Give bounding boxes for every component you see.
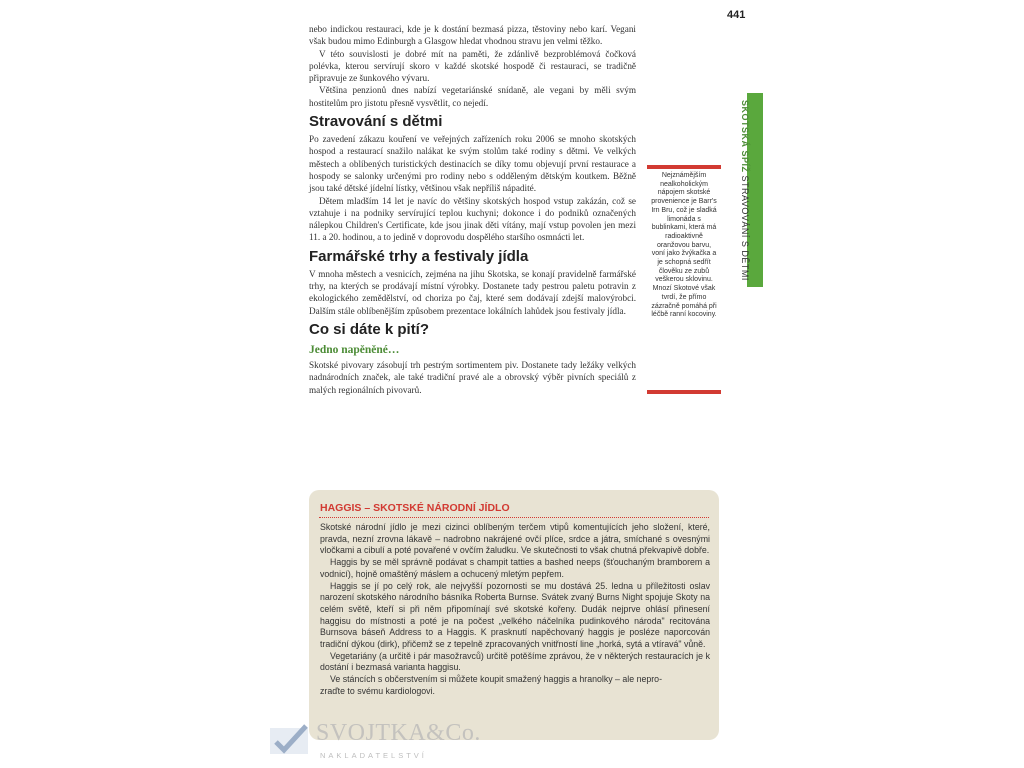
- feature-paragraph: Vegetariány (a určitě i pár masožravců) určitě potěšíme zprávou, že v některých restauracích je k dostání i bezmasá varianta haggisu.: [320, 650, 710, 673]
- beer-paragraph: Skotské pivovary zásobují trh pestrým sortimentem piv. Dostanete tady ležáky velkých nadnárodních značek, ale také tradiční pravé ale a obrovský výběr pivních speciálů z malých regionálních pivovarů.: [309, 359, 636, 395]
- chapter-label: [736, 100, 750, 305]
- intro-paragraph: nebo indickou restauraci, kde je k dostání bezmasá pizza, těstoviny nebo karí. Vegani však budou mimo Edinburgh a Glasgow hledat vhodnou stravu jen velmi těžko.: [309, 24, 636, 47]
- heading-children: Stravování s dětmi: [309, 113, 443, 131]
- heading-markets: Farmářské trhy a festivaly jídla: [309, 247, 529, 265]
- feature-paragraph-cont: zraďte to svému kardiologovi.: [320, 685, 435, 696]
- intro-paragraph: Většina penzionů dnes nabízí vegetariánské snídaně, ale vegani by měli svým hostitelům pro jistotu přesně vysvětlit, co nejedí.: [309, 85, 636, 108]
- intro-paragraph: V této souvislosti je dobré mít na paměti, že zdánlivě bezproblémová čočková polévka, kterou servírují skoro v každé skotské hospodě či restauraci, se tradičně připravuje ze šunkového vývaru.: [309, 48, 636, 84]
- heading-drinks: Co si dáte k pití?: [309, 320, 430, 338]
- feature-paragraph: Skotské národní jídlo je mezi cizinci oblíbeným terčem vtipů komentujících jeho složení, které, pravda, nezní zrovna lákavě – nadrobno nakrájené ovčí plíce, srdce a játra, smíchané s ovesnými vločkami a cibulí a poté povařené v ovčím žaludku. Ve skutečnosti to však chutná překvapivě dobře.: [320, 522, 710, 556]
- children-paragraph: Dětem mladším 14 let je navíc do většiny skotských hospod vstup zakázán, což se vztahuje i na podniky servírující teplou kuchyni; dokonce i do podniků označených nálepkou Children's Certificate, kde jsou jinak děti vítány, mají vstup povolen jen mezi 11. a 20. hodinou, a to jedině v doprovodu dospělého staršího osmnácti let.: [309, 195, 636, 243]
- sidebar-note: [647, 165, 721, 397]
- feature-paragraph: Ve stáncích s občerstvením si můžete koupit smažený haggis a hranolky – ale nepro-: [330, 674, 663, 685]
- publisher-name: SVOJTKA&Co.: [316, 720, 481, 746]
- feature-body: [320, 522, 710, 698]
- feature-divider: [319, 517, 709, 518]
- subheading-beer: Jedno napěněné…: [309, 343, 400, 356]
- children-paragraph: Po zavedení zákazu kouření ve veřejných zařízeních roku 2006 se mnoho skotských hospod a restaurací snažilo nalákat ke svým stolům také rodiny s dětmi. Ve velkých městech a oblíbených turistických destinacích se díky tomu objevují první restaurace a hospody se salonky určenými pro rodiny nebo s odděleným dětským koutkem. Běžně jsou také dětské jídelní lístky, většinou však nepříliš nápadité.: [309, 134, 636, 194]
- markets-paragraph: V mnoha městech a vesnicích, zejména na jihu Skotska, se konají pravidelně farmářské trhy, na kterých se prodávají místní výrobky. Dostanete tady pestrou paletu potravin z ekologického zemědělství, od chorizа po čaj, které sem dodávají zdejší malovýrobci. Dalším stále oblíbenějším způsobem prezentace lokálních lahůdek jsou festivaly jídla.: [309, 268, 636, 316]
- publisher-logo-icon: [268, 722, 312, 756]
- publisher-watermark: [268, 718, 481, 768]
- sidebar-text: Nejznámějším nealkoholickým nápojem skotské provenience je Barr's Irn Bru, což je sladká limonáda s bublinkami, která má radioaktivně oranžovou barvu, voní jako žvýkačka a je schopná sedřít člověku ze zubů veškerou sklovinu. Mnozí Skotové však tvrdí, že přímo zázračně pomáhá při léčbě ranní kocoviny.: [651, 172, 717, 319]
- feature-paragraph: Haggis se jí po celý rok, ale nejvyšší pozornosti se mu dostává 25. ledna u příležitosti oslav narození skotského národního básníka Roberta Burnse. Svátek zvaný Burns Night spojuje Skoty na celém světě, kteří si při něm připomínají své skotské kořeny. Dudák nejprve ohlásí přinesení haggisu do místnosti a poté je na počest „velkého náčelníka pudinkového národa" recitována Burnsova báseň Address to a Haggis. K prasknutí napěchovaný haggis je posléze naporcován tradiční dýkou (dirk), přičemž se z tepelně zpracovaných vnitřností line „horká, sytá a vtíravá" vůně.: [320, 580, 710, 650]
- feature-box-haggis: [309, 490, 719, 740]
- sidebar-top-rule: [647, 165, 721, 169]
- main-text-column: [309, 23, 636, 396]
- publisher-subtitle: NAKLADATELSTVÍ: [320, 751, 427, 760]
- feature-title: HAGGIS – SKOTSKÉ NÁRODNÍ JÍDLO: [320, 502, 510, 514]
- feature-paragraph: Haggis by se měl správně podávat s champit tatties a bashed neeps (šťouchaným bramborem a vodnicí), hojně omaštěný máslem a ochucený mletým pepřem.: [320, 557, 710, 579]
- sidebar-bottom-rule: [647, 390, 721, 394]
- page-number: 441: [727, 9, 746, 21]
- chapter-section: SKOTSKÁ SPÍŽ: [740, 100, 750, 173]
- chapter-title: STRAVOVÁNÍ S DĚTMI: [740, 175, 750, 281]
